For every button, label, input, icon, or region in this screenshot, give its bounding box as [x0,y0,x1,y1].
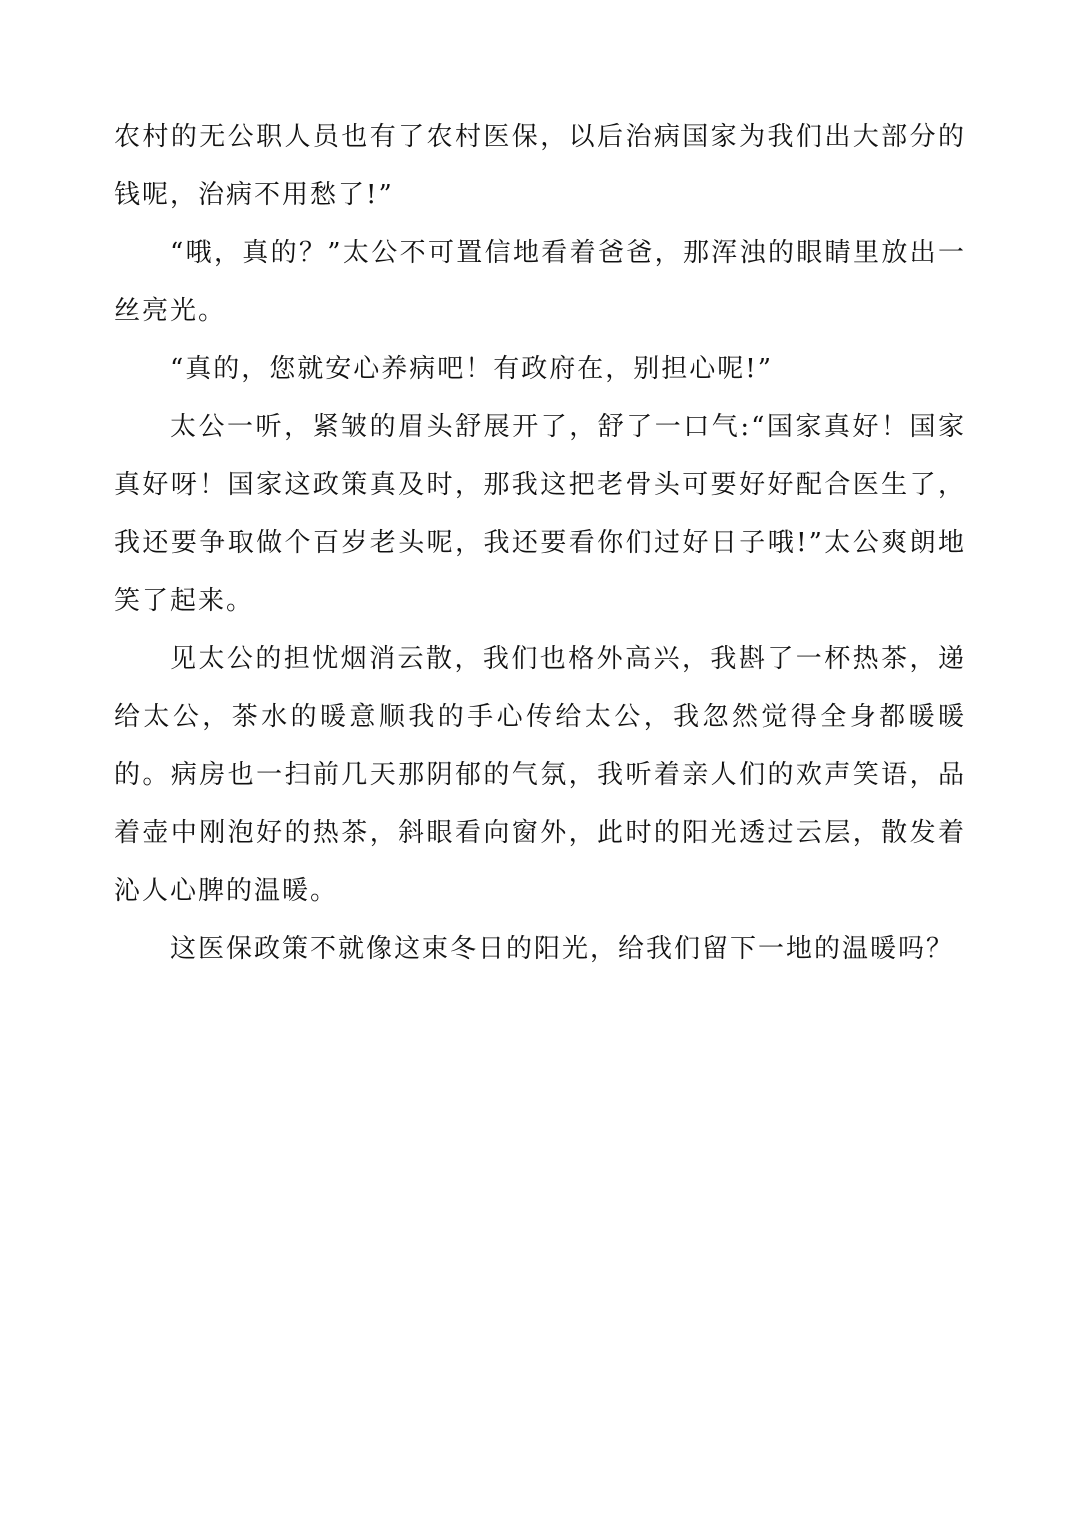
paragraph: “真的，您就安心养病吧！有政府在，别担心呢!” [170,354,774,384]
paragraph-continued: 农村的无公职人员也有了农村医保，以后治病国家为我们出大部分的钱呢，治病不用愁了!” [114,122,966,210]
body-text [114,108,966,978]
paragraph: 见太公的担忧烟消云散，我们也格外高兴，我斟了一杯热茶，递给太公，茶水的暖意顺我的手心传给太公，我忽然觉得全身都暖暖的。病房也一扫前几天那阴郁的气氛，我听着亲人们的欢声笑语，品着壶中刚泡好的热茶，斜眼看向窗外，此时的阳光透过云层，散发着沁人心脾的温暖。 [114,644,966,906]
paragraph: 这医保政策不就像这束冬日的阳光，给我们留下一地的温暖吗？ [170,934,955,964]
paragraph: “哦，真的？”太公不可置信地看着爸爸，那浑浊的眼睛里放出一丝亮光。 [114,238,966,326]
paragraph: 太公一听，紧皱的眉头舒展开了，舒了一口气:“国家真好！国家真好呀！国家这政策真及时，那我这把老骨头可要好好配合医生了，我还要争取做个百岁老头呢，我还要看你们过好日子哦!”太公爽朗地笑了起来。 [114,412,966,616]
